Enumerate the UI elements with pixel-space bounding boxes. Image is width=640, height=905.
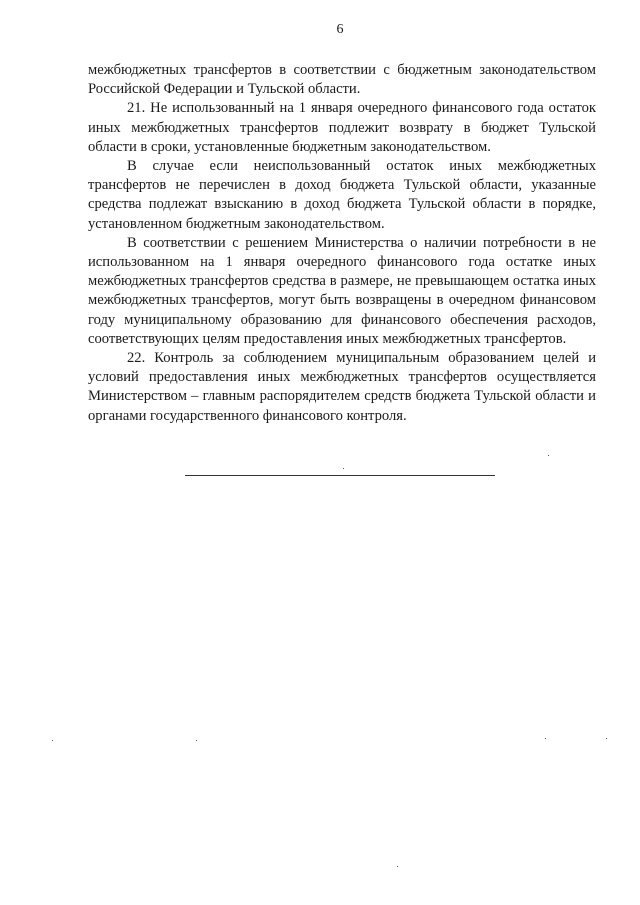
document-body (88, 61, 596, 426)
paragraph-unused-balance: В случае если неиспользованный остаток иных межбюджетных трансфертов не перечислен в доход бюджета Тульской области, указанные средства подлежат взысканию в доход бюджета Тульской области в порядке, установленном бюджетным законодательством. (88, 158, 596, 232)
scan-speck (196, 740, 197, 741)
scan-speck (52, 740, 53, 741)
paragraph-ministry-decision: В соответствии с решением Министерства о наличии потребности в не использованном на 1 января очередного финансового года остатке иных межбюджетных трансфертов средства в размере, не превышающем остатка иных межбюджетных трансфертов, могут быть возвращены в очередном финансовом году муниципальному образованию для финансового обеспечения расходов, соответствующих целям предоставления иных межбюджетных трансфертов. (88, 234, 596, 347)
paragraph-item-22: 22. Контроль за соблюдением муниципальным образованием целей и условий предоставления иных межбюджетных трансфертов осуществляется Министерством – главным распорядителем средств бюджета Тульской области и органами государственного финансового контроля. (88, 350, 596, 424)
end-separator-line (185, 475, 495, 476)
scan-speck (545, 738, 546, 739)
paragraph-item-21: 21. Не использованный на 1 января очередного финансового года остаток иных межбюджетных трансфертов подлежит возврату в бюджет Тульской области в сроки, установленные бюджетным законодательством. (88, 100, 596, 155)
scan-speck (606, 738, 607, 739)
page-number: 6 (336, 22, 344, 37)
scan-speck (343, 468, 344, 469)
scan-speck (397, 866, 398, 867)
paragraph-continuation: межбюджетных трансфертов в соответствии с бюджетным законодательством Российской Федерации и Тульской области. (88, 62, 596, 98)
scan-speck (548, 455, 549, 456)
